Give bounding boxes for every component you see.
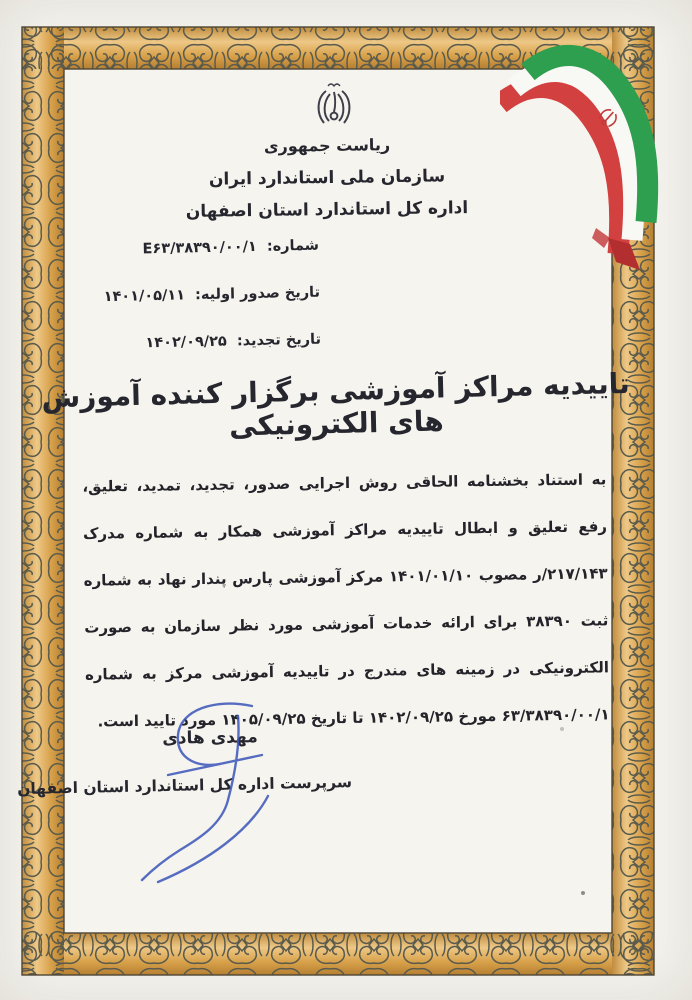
document-title: تاییدیه مراکز آموزشی برگزار کننده آموزش های الکترونیکی [41,366,631,443]
header-province-office: اداره کل استاندارد استان اصفهان [185,198,469,222]
document-meta [91,234,321,357]
first-issue-date-value: ۱۴۰۱/۰۵/۱۱ [103,287,186,306]
body-paragraph: به استناد بخشنامه الحاقی روش اجرایی صدور، تجدید، تمدید، تعلیق، رفع تعلیق و ابطال تاییدیه مراکز آموزشی همکار به شماره مدرک ۲۱۷/۱۴۳/ر مصوب ۱۴۰۱/۰۱/۱۰ مرکز آموزشی پارس پندار نهاد به شماره ثبت ۳۸۳۹۰ برای ارائه خدمات آموزشی مورد نظر سازمان به صورت الکترونیکی در زمینه های مندرج در تاییدیه آموزشی مرکز به شماره ۶۳/۳۸۳۹۰/۰۰/۱ مورخ ۱۴۰۲/۰۹/۲۵ تا تاریخ ۱۴۰۵/۰۹/۲۵ مورد تایید است. [82,470,610,731]
iran-national-emblem-icon [310,80,358,130]
renewal-date-label: تاریخ تجدید: [236,331,322,350]
first-issue-date-row [92,281,320,310]
signatory-role: سرپرست اداره کل استاندارد استان اصفهان [17,773,353,799]
first-issue-date-label: تاریخ صدور اولیه: [194,284,321,304]
scan-speck [560,727,564,731]
scan-speck [581,891,585,895]
doc-number-row [91,234,319,263]
renewal-date-value: ۱۴۰۲/۰۹/۲۵ [145,333,228,352]
signatory-name: مهدی هادی [162,727,258,749]
doc-number-value: E۶۳/۳۸۳۹۰/۰۰/۱ [142,238,257,258]
renewal-date-row [93,328,321,357]
signature-scribble-icon [120,690,310,895]
header-organization: سازمان ملی استاندارد ایران [208,166,446,190]
doc-number-label: شماره: [266,237,320,255]
header-presidency: ریاست جمهوری [263,135,391,156]
